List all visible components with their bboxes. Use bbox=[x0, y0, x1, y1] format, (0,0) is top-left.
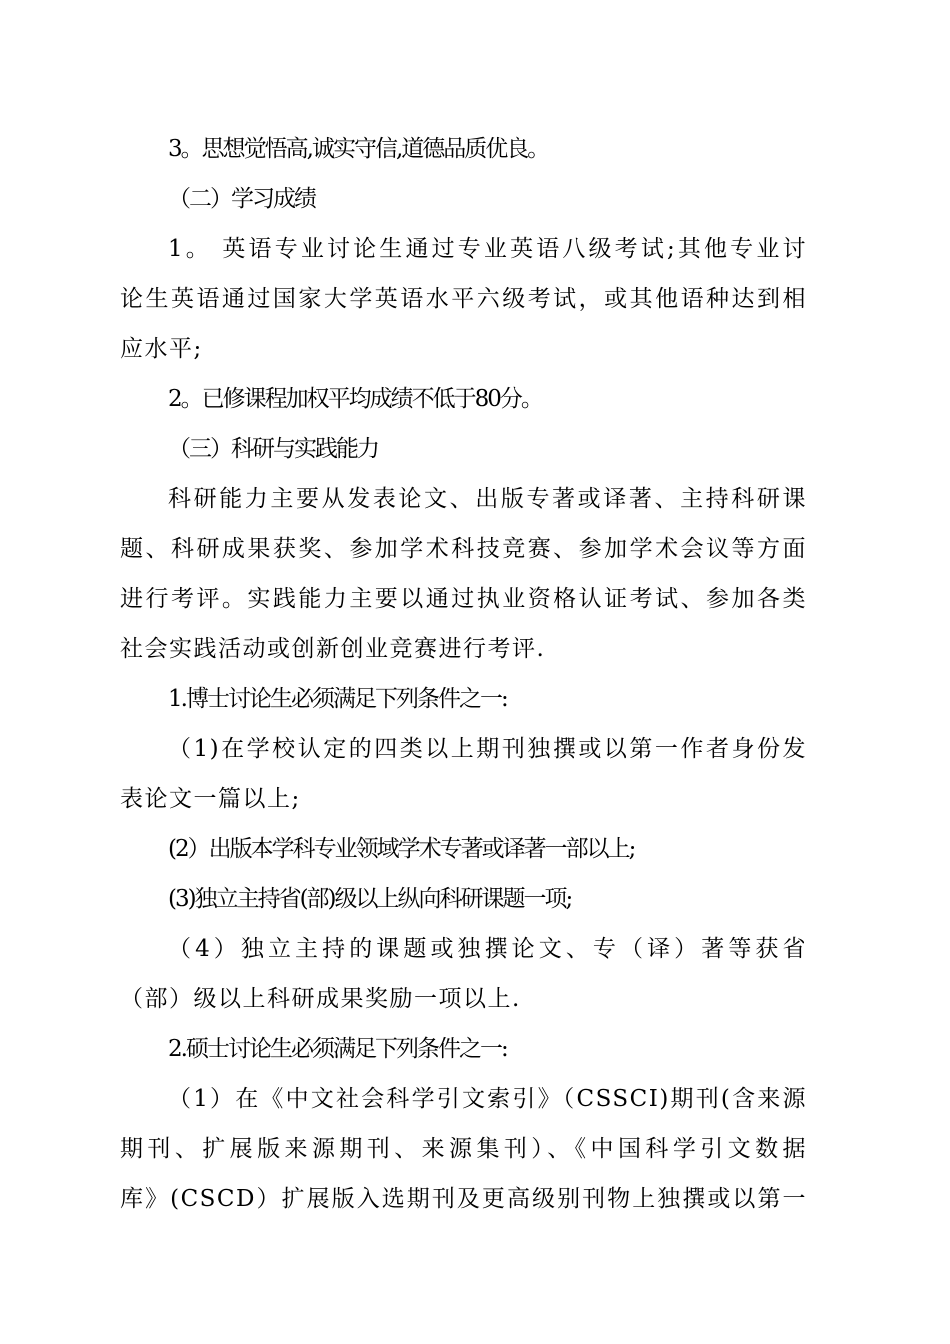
section-heading: （二）学习成绩 bbox=[168, 186, 315, 212]
paragraph-line: （4）独立主持的课题或独撰论文、专（译）著等获省 bbox=[168, 936, 807, 962]
paragraph-line: 2.硕士讨论生必须满足下列条件之一: bbox=[168, 1036, 507, 1062]
paragraph-line: （1)在学校认定的四类以上期刊独撰或以第一作者身份发 bbox=[168, 736, 807, 762]
paragraph-line: 2。已修课程加权平均成绩不低于80分。 bbox=[168, 386, 542, 412]
paragraph-line: (2）出版本学科专业领域学术专著或译著一部以上; bbox=[168, 836, 635, 862]
paragraph-line: 论生英语通过国家大学英语水平六级考试，或其他语种达到相 bbox=[120, 286, 807, 312]
paragraph-line: 社会实践活动或创新创业竞赛进行考评. bbox=[120, 636, 546, 662]
paragraph-line: 题、科研成果获奖、参加学术科技竞赛、参加学术会议等方面 bbox=[120, 536, 807, 562]
paragraph-line: （部）级以上科研成果奖励一项以上. bbox=[120, 986, 521, 1012]
section-heading: （三）科研与实践能力 bbox=[168, 436, 378, 462]
paragraph-line: 进行考评。实践能力主要以通过执业资格认证考试、参加各类 bbox=[120, 586, 807, 612]
paragraph-line: 应水平; bbox=[120, 336, 203, 362]
paragraph-line: 科研能力主要从发表论文、出版专著或译著、主持科研课 bbox=[168, 486, 807, 512]
paragraph-line: 库》(CSCD）扩展版入选期刊及更高级别刊物上独撰或以第一 bbox=[120, 1186, 807, 1212]
paragraph-line: 期刊、扩展版来源期刊、来源集刊）、《中国科学引文数据 bbox=[120, 1136, 807, 1162]
paragraph-line: 1。 英语专业讨论生通过专业英语八级考试;其他专业讨 bbox=[168, 236, 807, 262]
paragraph-line: 表论文一篇以上; bbox=[120, 786, 301, 812]
paragraph-line: 1.博士讨论生必须满足下列条件之一: bbox=[168, 686, 507, 712]
paragraph-line: 3。思想觉悟高,诚实守信,道德品质优良。 bbox=[168, 136, 549, 162]
paragraph-line: （1）在《中文社会科学引文索引》（CSSCI)期刊(含来源 bbox=[168, 1086, 807, 1112]
paragraph-line: (3)独立主持省(部)级以上纵向科研课题一项; bbox=[168, 886, 572, 912]
